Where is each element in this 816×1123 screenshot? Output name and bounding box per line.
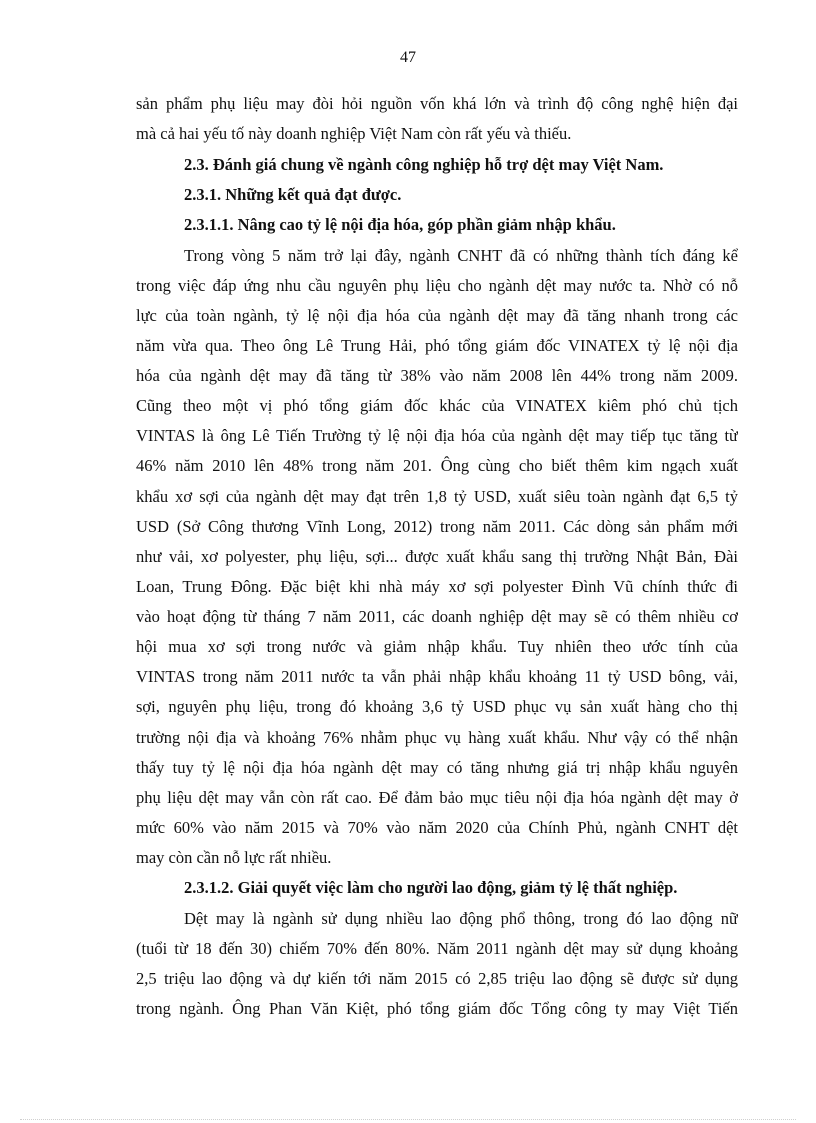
body-line: lực của toàn ngành, tỷ lệ nội địa hóa của ngành dệt may đã tăng nhanh trong các bbox=[136, 306, 738, 325]
body-line: hóa của ngành dệt may đã tăng từ 38% vào năm 2008 lên 44% trong năm 2009. bbox=[136, 366, 738, 385]
body-line: vào hoạt động từ tháng 7 năm 2011, các doanh nghiệp dệt may sẽ có thêm nhiều cơ bbox=[136, 607, 738, 626]
body-line: như vải, xơ polyester, phụ liệu, sợi... được xuất khẩu sang thị trường Nhật Bản, Đài bbox=[136, 547, 738, 566]
body-line: may còn cần nỗ lực rất nhiều. bbox=[136, 848, 332, 867]
body-line: Loan, Trung Đông. Đặc biệt khi nhà máy xơ sợi polyester Đình Vũ chính thức đi bbox=[136, 577, 738, 596]
page-bottom-rule bbox=[20, 1119, 796, 1120]
body-line: sản phẩm phụ liệu may đòi hỏi nguồn vốn khá lớn và trình độ công nghệ hiện đại bbox=[136, 94, 738, 113]
body-line: Dệt may là ngành sử dụng nhiều lao động phổ thông, trong đó lao động nữ bbox=[184, 909, 738, 928]
page-number: 47 bbox=[400, 49, 416, 66]
body-line: (tuổi từ 18 đến 30) chiếm 70% đến 80%. Năm 2011 ngành dệt may sử dụng khoảng bbox=[136, 939, 738, 958]
section-heading-2-3-1-1: 2.3.1.1. Nâng cao tỷ lệ nội địa hóa, góp phần giảm nhập khẩu. bbox=[184, 215, 616, 234]
body-line: trong ngành. Ông Phan Văn Kiệt, phó tổng giám đốc Tổng công ty may Việt Tiến bbox=[136, 999, 738, 1018]
body-line: VINTAS là ông Lê Tiến Trường tỷ lệ nội địa hóa của ngành dệt may tiếp tục tăng từ bbox=[136, 426, 738, 445]
body-line: trường nội địa và khoảng 76% nhằm phục vụ hàng xuất khẩu. Như vậy có thể nhận bbox=[136, 728, 738, 747]
section-heading-2-3-1-2: 2.3.1.2. Giải quyết việc làm cho người lao động, giảm tỷ lệ thất nghiệp. bbox=[184, 878, 678, 897]
body-line: mức 60% vào năm 2015 và 70% vào năm 2020 của Chính Phủ, ngành CNHT dệt bbox=[136, 818, 738, 837]
section-heading-2-3: 2.3. Đánh giá chung về ngành công nghiệp hỗ trợ dệt may Việt Nam. bbox=[184, 155, 664, 174]
body-line: VINTAS trong năm 2011 nước ta vẫn phải nhập khẩu khoảng 11 tỷ USD bông, vải, bbox=[136, 667, 738, 686]
body-line: thấy tuy tỷ lệ nội địa hóa ngành dệt may có tăng nhưng giá trị nhập khẩu nguyên bbox=[136, 758, 738, 777]
body-line: phụ liệu dệt may vẫn còn rất cao. Để đảm bảo mục tiêu nội địa hóa ngành dệt may ở bbox=[136, 788, 738, 807]
body-line: USD (Sở Công thương Vĩnh Long, 2012) trong năm 2011. Các dòng sản phẩm mới bbox=[136, 517, 738, 536]
body-line: 2,5 triệu lao động và dự kiến tới năm 2015 có 2,85 triệu lao động sẽ được sử dụng bbox=[136, 969, 738, 988]
body-line: Trong vòng 5 năm trở lại đây, ngành CNHT đã có những thành tích đáng kể bbox=[184, 246, 738, 265]
body-line: hội mua xơ sợi trong nước và giảm nhập khẩu. Tuy nhiên theo ước tính của bbox=[136, 637, 738, 656]
body-line: năm vừa qua. Theo ông Lê Trung Hải, phó tổng giám đốc VINATEX tỷ lệ nội địa bbox=[136, 336, 738, 355]
body-line: mà cả hai yếu tố này doanh nghiệp Việt Nam còn rất yếu và thiếu. bbox=[136, 124, 572, 143]
body-line: Cũng theo một vị phó tổng giám đốc khác của VINATEX kiêm phó chủ tịch bbox=[136, 396, 738, 415]
body-line: khẩu xơ sợi của ngành dệt may đạt trên 1,8 tỷ USD, xuất siêu toàn ngành đạt 6,5 tỷ bbox=[136, 487, 738, 506]
body-line: trong việc đáp ứng nhu cầu nguyên phụ liệu cho ngành dệt may nước ta. Nhờ có nỗ bbox=[136, 276, 738, 295]
section-heading-2-3-1: 2.3.1. Những kết quả đạt được. bbox=[184, 185, 402, 204]
body-line: sợi, nguyên phụ liệu, trong đó khoảng 3,6 tỷ USD phục vụ sản xuất hàng cho thị bbox=[136, 697, 738, 716]
body-line: 46% năm 2010 lên 48% trong năm 201. Ông cùng cho biết thêm kim ngạch xuất bbox=[136, 456, 738, 475]
